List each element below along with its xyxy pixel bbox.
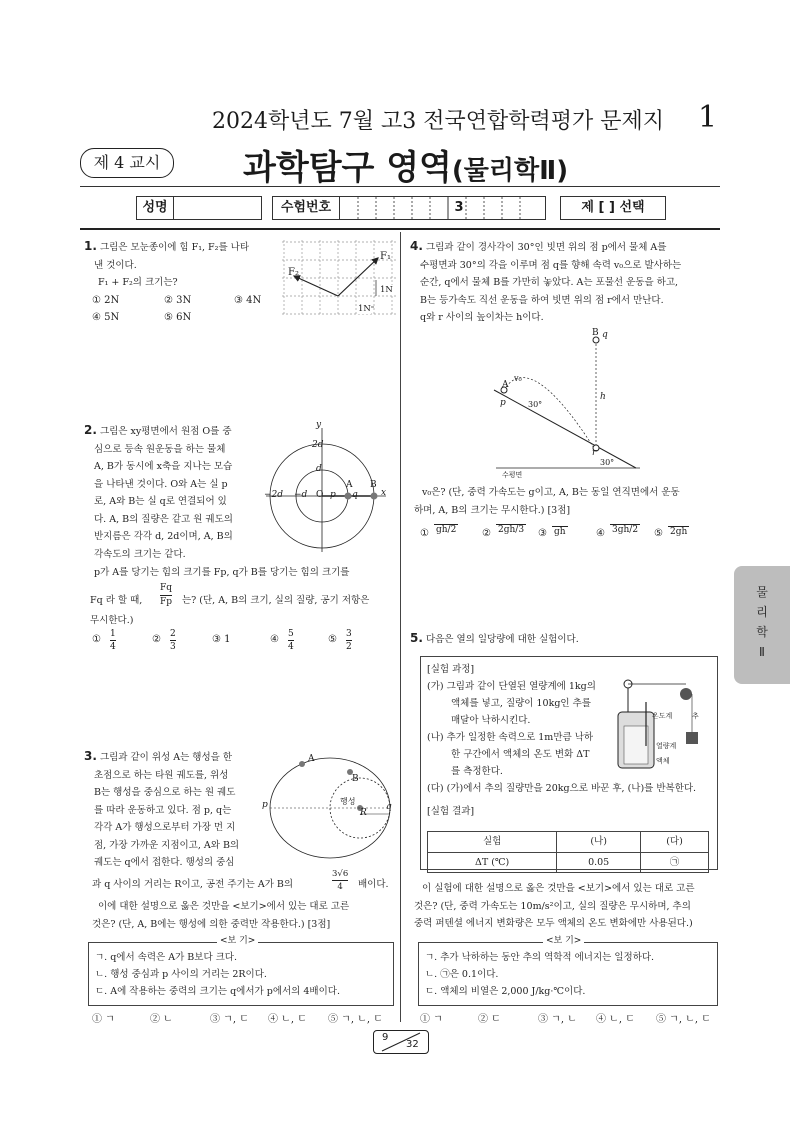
question-text: 이 실험에 대한 설명으로 옳은 것만을 <보기>에서 있는 대로 고른 [422,883,695,894]
question-text: 을 나타낸 것이다. O와 A는 실 p [94,478,228,490]
column-divider [400,232,401,1022]
fig-label: v₀ [514,374,522,383]
table-cell: ΔT (℃) [428,852,557,873]
bogi-item: ㄴ. 행성 중심과 p 사이의 거리는 2R이다. [95,969,267,980]
question-text: 각속도의 크기는 같다. [94,548,186,560]
fig-label: q [602,330,608,340]
choice[interactable]: ① ㄱ [420,1014,443,1025]
question-text: 로, A와 B는 실 q로 연결되어 있 [94,496,227,507]
section-title: [실험 결과] [427,806,475,817]
side-tab-char: 리 [756,605,768,619]
exam-title: 2024학년도 7월 고3 전국연합학력평가 문제지 [212,109,664,134]
bogi-item: ㄱ. q에서 속력은 A가 B보다 크다. [95,952,238,963]
fig-label: 행성 [340,797,356,806]
fig-label: 추 [692,712,699,720]
question-3-cont [92,870,402,896]
fig-label: B [370,480,377,490]
question-text: F₁ + F₂의 크기는? [98,277,178,288]
choice[interactable]: ② ㄴ [150,1014,173,1025]
current-page: 9 [382,1032,389,1043]
table-cell: ㉠ [641,852,709,873]
question-number: 5. [410,631,423,645]
table-header: (다) [641,832,709,853]
choice[interactable]: ③ [538,528,547,539]
fig-label: 수평면 [502,471,523,479]
fig-label: A [502,380,509,390]
fig-label: 1N [380,285,393,295]
question-text: 배이다. [358,879,389,890]
choice[interactable]: ④ ㄴ, ㄷ [596,1014,635,1025]
q2-choices [92,628,392,654]
fraction-den: 4 [110,642,116,652]
bogi-title: <보 기> [217,934,258,948]
subject-name: (물리학Ⅱ) [451,156,569,186]
question-text: 낸 것이다. [94,259,137,271]
fig-label: p [500,398,506,408]
fig-label: q [352,490,358,500]
fig-label: 온도계 [652,712,673,720]
procedure-step: 액체를 넣고, 질량이 10kg인 추를 [451,698,591,709]
question-text: 무시한다.) [90,614,134,626]
choice[interactable]: ② [482,528,491,539]
fraction-num: 3 [346,629,352,639]
fraction-den: Fp [160,596,173,607]
page-number: 1 [698,100,718,135]
question-text: 점, 가장 가까운 지점이고, A와 B의 [94,839,240,851]
choice[interactable]: ③ 1 [212,634,231,645]
question-number: 2. [84,423,97,437]
area-name: 과학탐구 영역 [243,148,452,188]
bogi-item: ㄱ. 추가 낙하하는 동안 추의 역학적 에너지는 일정하다. [425,952,655,963]
question-text: 과 q 사이의 거리는 R이고, 공전 주기는 A가 B의 [92,879,294,890]
fraction-num: Fq [160,582,172,596]
fraction-num: 5 [288,629,294,639]
total-pages: 32 [406,1039,419,1050]
fig-label: q [386,802,392,812]
question-text: 중력 퍼텐셜 에너지 변화량은 모두 액체의 온도 변화에만 사용된다.) [414,918,693,929]
exam-number-label: 수험번호 [273,197,340,219]
period-badge: 제 4 교시 [80,148,174,178]
procedure-step: (가) 그림과 같이 단열된 열량계에 1kg의 [427,681,596,692]
question-text: 그림과 같이 위성 A는 행성을 한 [99,752,233,763]
procedure-step: 매달아 낙하시킨다. [451,715,531,726]
fig-label: A [308,754,315,764]
choice[interactable]: ① ㄱ [92,1014,115,1025]
q1-grid-figure [282,240,396,316]
question-5 [410,630,722,649]
side-tab-char: 물 [756,585,768,599]
question-number: 1. [84,239,97,253]
selection-box: 제 [ ] 선택 [560,196,666,220]
name-box [136,196,262,220]
fraction-num: 1 [110,629,116,639]
question-text: 하며, A, B의 크기는 무시한다.) [3점] [414,504,571,516]
q4-choices [420,522,720,552]
question-text: 반지름은 각각 d, 2d이며, A, B의 [94,531,233,542]
choice[interactable]: ① [420,528,429,539]
table-header: (나) [557,832,641,853]
question-text: p가 A를 당기는 힘의 크기를 Fp, q가 B를 당기는 힘의 크기를 [94,567,350,578]
fig-label: p [262,800,268,810]
fig-label: O [316,490,324,500]
fraction-den: 4 [337,882,343,892]
section-title: [실험 과정] [427,664,475,675]
fig-label: d [316,464,322,474]
side-tab-char: 학 [756,625,768,639]
question-4-ask [414,484,724,519]
fig-label: −d [294,490,308,500]
root-expression: gh [554,527,566,537]
choice[interactable]: ① 2N [92,294,120,306]
question-3 [84,748,280,872]
question-text: Fq 라 할 때, [90,594,143,606]
question-4 [410,238,722,327]
fraction-den: 2 [346,642,352,652]
fig-label: 2d [312,440,324,450]
question-text: 그림은 모눈종이에 힘 F₁, F₂를 나타 [99,242,249,253]
fraction-den: 3 [170,642,176,652]
question-text: 궤도는 q에서 접한다. 행성의 중심 [94,857,235,868]
question-text: 그림과 같이 경사각이 30°인 빗면 위의 점 p에서 물체 A를 [425,242,667,253]
question-number: 3. [84,749,97,763]
choice[interactable]: ② 3N [164,294,192,306]
header-rule-thick [80,228,720,230]
question-text: 이에 대한 설명으로 옳은 것만을 <보기>에서 있는 대로 고른 [98,901,350,912]
root-expression: gh/2 [436,525,457,535]
root-expression: 3gh/2 [612,525,639,535]
choice[interactable]: ⑤ [328,634,337,645]
q3-orbit-figure [262,748,398,870]
fig-label: 30° [528,400,543,409]
fraction-num: 3√6 [332,869,349,879]
question-text: 그림은 xy평면에서 원점 O를 중 [99,426,232,437]
question-text: 순간, q에서 물체 B를 가만히 놓았다. A는 포물선 운동을 하고, [420,277,679,288]
question-text: 는? (단, A, B의 크기, 실의 질량, 공기 저항은 [182,594,370,606]
question-text: B는 행성을 중심으로 하는 원 궤도 [94,787,236,798]
fig-label: A [346,480,353,490]
side-tab-char: Ⅱ [759,645,765,659]
question-text: 것은? (단, A, B에는 행성에 의한 중력만 작용한다.) [3점] [92,918,331,930]
question-text: 초점으로 하는 타원 궤도를, 위성 [94,769,229,781]
page-indicator [373,1030,429,1054]
fraction [160,582,172,609]
choice[interactable]: ③ 4N [234,294,262,306]
choice[interactable]: ① [92,634,101,645]
choice[interactable]: ④ [596,528,605,539]
q5-bogi-box [418,936,718,1006]
question-text: 다. A, B의 질량은 같고 원 궤도의 [94,513,233,525]
procedure-step: 를 측정한다. [451,766,503,777]
question-text: 각각 A가 행성으로부터 가장 먼 지 [94,822,236,833]
question-2 [84,422,290,563]
question-3-ask [92,898,398,933]
fig-label: x [381,488,387,498]
fig-label: 액체 [656,757,670,765]
header-rule [80,186,720,187]
choice[interactable]: ④ 5N [92,312,120,323]
bogi-title: <보 기> [543,934,584,948]
choice[interactable]: ③ ㄱ, ㄴ [538,1014,577,1025]
question-text: 다음은 열의 일당량에 대한 실험이다. [425,634,579,645]
table-header: 실험 [428,832,557,853]
fraction-num: 2 [170,629,176,639]
exam-digit: 3 [454,200,464,215]
choice[interactable]: ⑤ ㄱ, ㄴ, ㄷ [656,1014,711,1025]
question-2-cont [90,564,400,629]
choice[interactable]: ④ [270,634,279,645]
bogi-item: ㄷ. 액체의 비열은 2,000 J/kg·℃이다. [425,986,586,997]
choice[interactable]: ⑤ [654,528,663,539]
fig-label: R [360,808,367,818]
question-text: A, B가 동시에 x축을 지나는 모습 [94,461,233,472]
fraction-den: 4 [288,642,294,652]
bogi-item: ㄴ. ㉠은 0.1이다. [425,969,499,980]
q3-bogi-box [88,936,394,1006]
fig-label: p [330,490,336,500]
fig-label: −2d [264,490,284,500]
question-text: B는 등가속도 직선 운동을 하여 빗면 위의 점 r에서 만난다. [420,294,664,306]
question-text: q와 r 사이의 높이차는 h이다. [420,312,544,323]
question-1 [84,238,284,327]
fig-label: 열량계 [656,742,677,750]
subject-side-tab [734,566,790,684]
root-expression: 2gh [670,527,688,537]
question-text: 수평면과 30°의 각을 이루며 점 q를 향해 속력 v₀으로 발사하는 [420,259,682,271]
area-title [243,140,568,189]
procedure-step: (다) (가)에서 추의 질량만을 20kg으로 바꾼 후, (나)를 반복한다. [427,783,697,794]
choice[interactable]: ④ ㄴ, ㄷ [268,1014,307,1025]
question-text: 를 따라 운동하고 있다. 점 p, q는 [94,804,232,816]
fig-label: r [592,448,597,458]
procedure-step: (나) 추가 일정한 속력으로 1m만큼 낙하 [427,732,594,743]
choice[interactable]: ⑤ ㄱ, ㄴ, ㄷ [328,1014,383,1025]
question-text: 것은? (단, 중력 가속도는 10m/s²이고, 실의 질량은 무시하며, 추의 [414,900,691,912]
fraction [332,868,348,893]
q4-incline-figure [490,328,640,476]
question-text: 심으로 등속 원운동을 하는 물체 [94,443,226,455]
question-number: 4. [410,239,423,253]
choice[interactable]: ② [152,634,161,645]
table-cell: 0.05 [557,852,641,873]
fig-label: F₂ [288,267,299,278]
question-5-ask [414,880,724,933]
choice[interactable]: ⑤ 6N [164,312,192,323]
name-label: 성명 [137,197,174,219]
choice[interactable]: ② ㄷ [478,1014,501,1025]
choice[interactable]: ③ ㄱ, ㄷ [210,1014,249,1025]
fig-label: y [316,420,322,430]
procedure-step: 한 구간에서 액체의 온도 변화 ΔT [451,749,590,760]
fig-label: 30° [600,458,615,467]
fig-label: B [352,774,359,784]
fig-label: 1N [358,304,371,314]
root-expression: 2gh/3 [498,525,525,535]
fig-label: B [592,328,599,338]
bogi-item: ㄷ. A에 작용하는 중력의 크기는 q에서가 p에서의 4배이다. [95,986,340,997]
result-table [427,831,709,873]
exam-number-cells [340,197,544,219]
question-text: v₀은? (단, 중력 가속도는 g이고, A, B는 동일 연직면에서 운동 [422,487,680,498]
fig-label: F₁ [380,251,391,262]
fig-label: h [600,392,606,402]
